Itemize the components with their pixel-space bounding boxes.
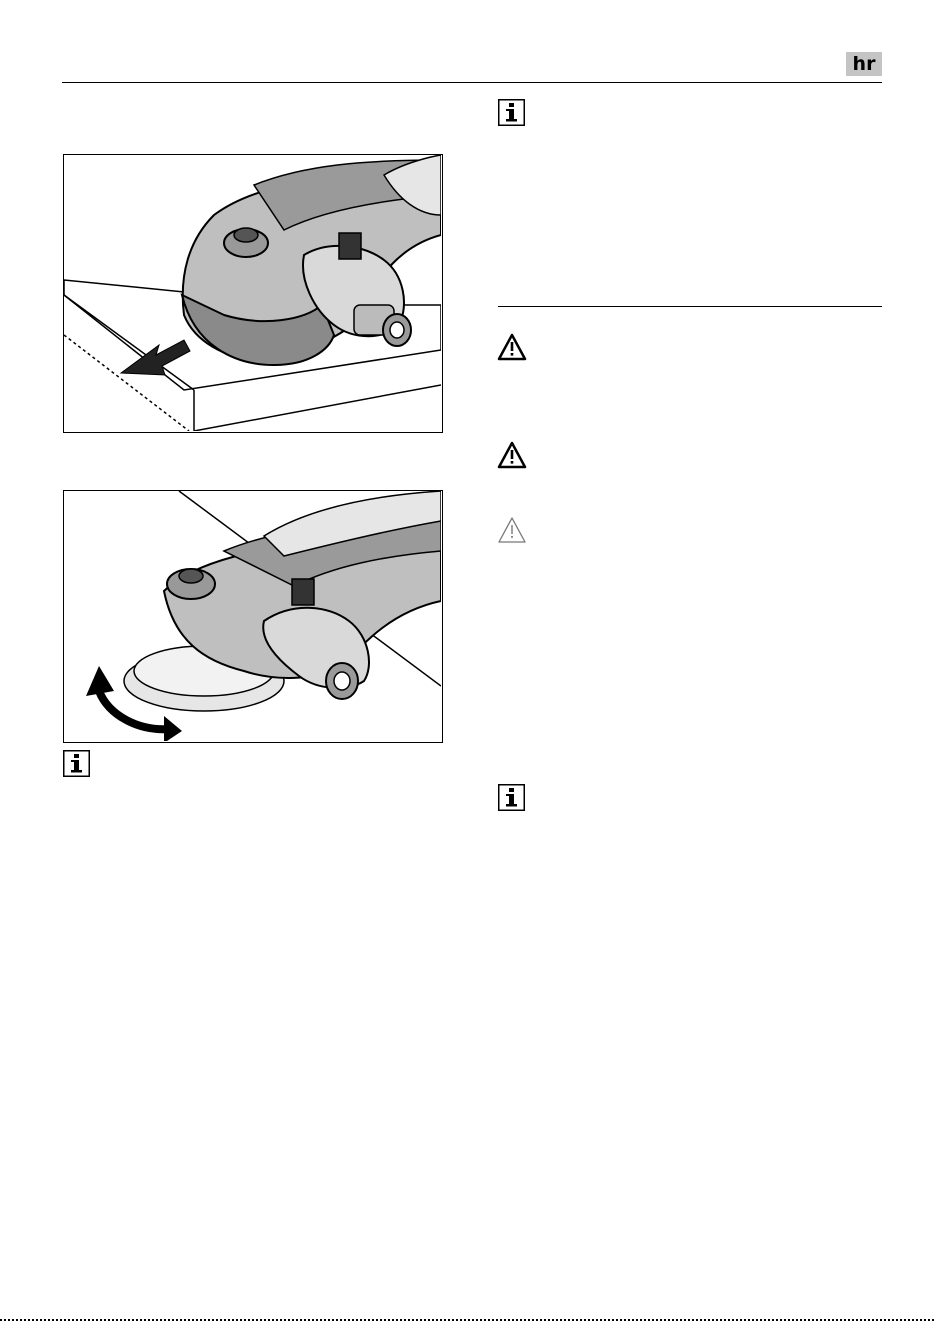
warning-triangle-icon (497, 441, 527, 469)
angle-grinder-sanding-illustration (64, 491, 441, 741)
angle-grinder-cutting-illustration (64, 155, 441, 431)
page-bottom-edge (0, 1319, 934, 1321)
info-icon (498, 99, 525, 126)
angle-grinder-sanding-figure (63, 490, 443, 743)
warning-triangle-icon (497, 333, 527, 361)
info-icon (63, 750, 90, 777)
language-badge: hr (846, 52, 882, 76)
section-rule (498, 306, 882, 307)
header-rule (62, 82, 882, 83)
angle-grinder-cutting-figure (63, 154, 443, 433)
warning-triangle-icon (497, 516, 527, 544)
info-icon (498, 784, 525, 811)
